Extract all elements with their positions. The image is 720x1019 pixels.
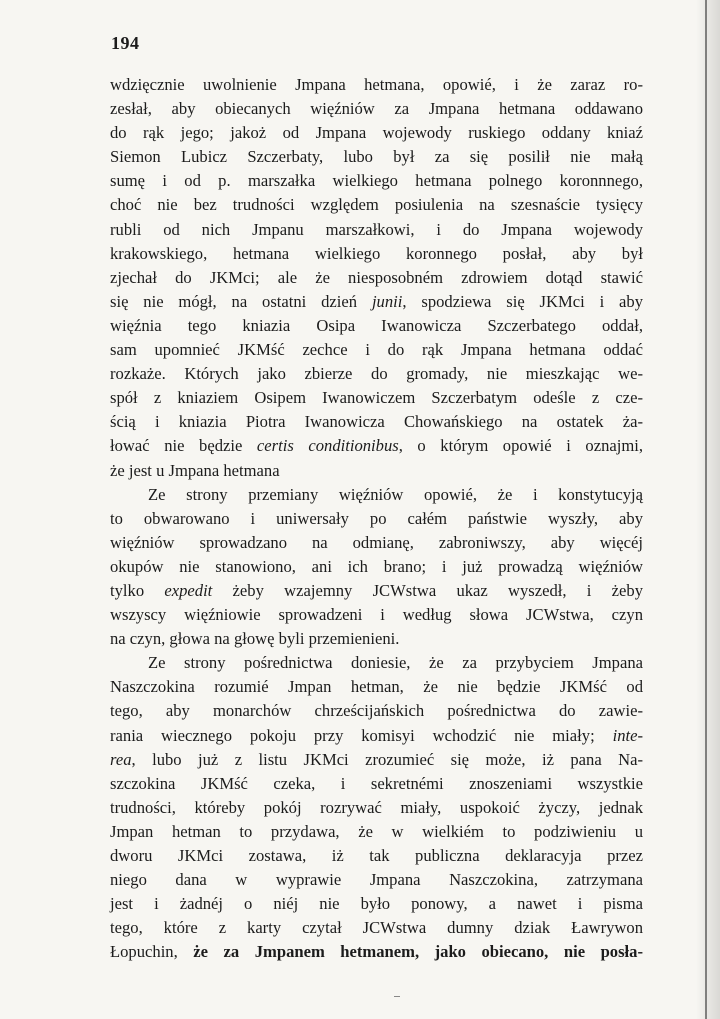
text-line	[110, 868, 643, 892]
line-text: żeby wzajemny JCWstwa ukaz wyszedł, i żeby	[212, 580, 643, 600]
line-text: , o którym opowié i oznajmi,	[398, 436, 644, 456]
latin-phrase: junii	[371, 291, 403, 311]
text-line	[110, 627, 643, 651]
page-number: 194	[111, 33, 140, 53]
line-text: zesłał, aby obiecanych więźniów za Jmpana hetmana oddawano	[110, 99, 643, 119]
line-text: Łopuchin,	[110, 942, 194, 962]
text-line	[110, 555, 643, 579]
text-line	[110, 386, 643, 410]
line-text: choć nie bez trudności względem posiulenia na szesnaście tysięcy	[110, 195, 643, 215]
latin-phrase: expedit	[164, 580, 213, 600]
line-text: krakowskiego, hetmana wielkiego koronnego posłał, aby był	[110, 243, 643, 263]
text-line	[110, 579, 643, 603]
line-text: rozkaże. Których jako zbierze do gromady, nie mieszkając we-	[110, 364, 643, 384]
line-text: szczokina JKMść czeka, i sekretnémi znoszeniami wszystkie	[110, 773, 643, 793]
line-text: spół z kniaziem Osipem Iwanowiczem Szczerbatym odeśle z cze-	[110, 388, 643, 408]
line-text: Ze strony pośrednictwa doniesie, że za przybyciem Jmpana	[148, 653, 643, 673]
text-line	[110, 940, 643, 964]
line-text: do rąk jego; jakoż od Jmpana wojewody ruskiego oddany kniaź	[110, 123, 643, 143]
line-text: wdzięcznie uwolnienie Jmpana hetmana, opowié, i że zaraz ro-	[110, 75, 643, 94]
text-line	[110, 892, 643, 916]
latin-phrase: inte-	[612, 725, 643, 745]
text-line	[110, 145, 643, 169]
line-text: więźniów sprowadzano na odmianę, zabroniwszy, aby więcéj	[110, 532, 643, 552]
line-text: łować nie będzie	[110, 436, 257, 456]
latin-phrase: rea	[110, 749, 132, 769]
line-text: więźnia tego kniazia Osipa Iwanowicza Szczerbatego oddał,	[110, 315, 643, 335]
line-text: sumę i od p. marszałka wielkiego hetmana polnego koronnnego,	[110, 171, 643, 191]
page-edge-shadow	[696, 0, 720, 1019]
line-text: Ze strony przemiany więźniów opowié, że i konstytucyją	[148, 484, 643, 504]
footer-mark	[394, 996, 400, 997]
text-line	[110, 675, 643, 699]
line-text: okupów nie stanowiono, ani ich brano; i już prowadzą więźniów	[110, 556, 643, 576]
text-line	[110, 844, 643, 868]
line-text: , spodziewa się JKMci i aby	[402, 291, 643, 311]
line-text: że jest u Jmpana hetmana	[110, 460, 280, 480]
line-text: tego, aby monarchów chrześcijańskich pośrednictwa do zawie-	[110, 701, 643, 721]
line-text: , lubo już z listu JKMci zrozumieć się może, iż pana Na-	[131, 749, 643, 769]
text-line	[110, 193, 643, 217]
bold-phrase: że za Jmpanem hetmanem, jako obiecano, nie posła-	[193, 942, 643, 962]
text-line	[110, 290, 643, 314]
text-line	[110, 820, 643, 844]
text-line	[110, 724, 643, 748]
line-text: wszyscy więźniowie sprowadzeni i według słowa JCWstwa, czyn	[110, 605, 643, 625]
line-text: na czyn, głowa na głowę byli przemienieni.	[110, 629, 400, 649]
line-text: jest i żadnéj o niéj nie było ponowy, a nawet i pisma	[110, 894, 643, 914]
text-line	[110, 362, 643, 386]
text-line	[110, 169, 643, 193]
line-text: dworu JKMci zostawa, iż tak publiczna deklaracyja przez	[110, 846, 643, 865]
text-line	[110, 97, 643, 121]
text-line	[110, 916, 643, 940]
text-line	[110, 266, 643, 290]
line-text: ścią i kniazia Piotra Iwanowicza Chowańskiego na ostatek ża-	[110, 412, 643, 432]
text-line	[110, 434, 643, 458]
line-text: rania wiecznego pokoju przy komisyi wchodzić nie miały;	[110, 725, 613, 745]
line-text: zjechał do JKMci; ale że niesposobném zdrowiem dotąd stawić	[110, 267, 643, 287]
line-text: Jmpan hetman to przydawa, że w wielkiém to podziwieniu u	[110, 821, 643, 841]
line-text: rubli od nich Jmpanu marszałkowi, i do Jmpana wojewody	[110, 219, 643, 239]
line-text: Siemon Lubicz Szczerbaty, lubo był za się posilił nie małą	[110, 147, 643, 167]
text-line	[110, 748, 643, 772]
text-line	[110, 651, 643, 675]
line-text: tylko	[110, 580, 165, 600]
text-line	[110, 242, 643, 266]
latin-phrase: certis conditionibus	[256, 436, 399, 456]
line-text: Naszczokina rozumié Jmpan hetman, że nie będzie JKMść od	[110, 677, 643, 697]
line-text: tego, które z karty czytał JCWstwa dumny dziak Ławrywon	[110, 918, 643, 938]
text-line	[110, 218, 643, 242]
text-line	[110, 772, 643, 796]
text-line	[110, 73, 643, 97]
text-line	[110, 121, 643, 145]
line-text: niego dana w wyprawie Jmpana Naszczokina, zatrzymana	[110, 870, 643, 890]
line-text: to obwarowano i uniwersały po całém państwie wyszły, aby	[110, 508, 643, 528]
text-line	[110, 314, 643, 338]
line-text: trudności, któreby pokój rozrywać miały, uspokoić życzy, jednak	[110, 797, 643, 817]
text-line	[110, 603, 643, 627]
text-line	[110, 699, 643, 723]
text-line	[110, 459, 643, 483]
text-line	[110, 531, 643, 555]
line-text: sam upomnieć JKMść zechce i do rąk Jmpana hetmana oddać	[110, 340, 643, 360]
text-line	[110, 338, 643, 362]
line-text: się nie mógł, na ostatni dzień	[110, 291, 372, 311]
text-line	[110, 410, 643, 434]
text-line	[110, 507, 643, 531]
page-edge-line	[705, 0, 707, 1019]
body-text	[110, 73, 643, 964]
text-line	[110, 796, 643, 820]
text-line	[110, 483, 643, 507]
